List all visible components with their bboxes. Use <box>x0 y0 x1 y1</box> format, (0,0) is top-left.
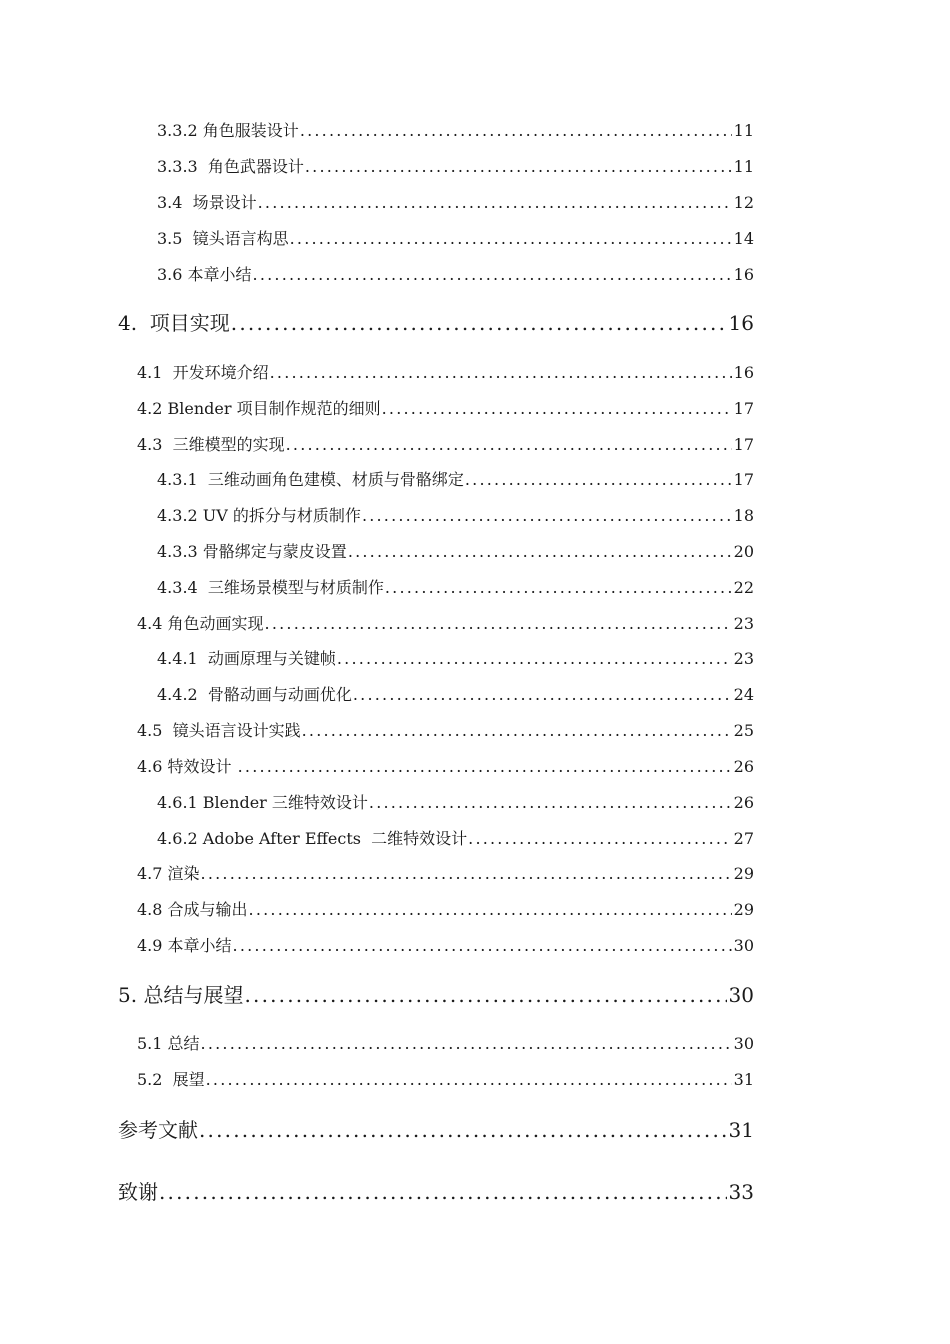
toc-entry-page: 17 <box>733 470 754 489</box>
toc-entry-title: 3.4 场景设计 <box>157 193 257 212</box>
toc-chapter-page: 33 <box>728 1180 754 1204</box>
toc-entry-title: 4.7 渲染 <box>137 864 200 883</box>
toc-entry-title: 4.4.1 动画原理与关键帧 <box>157 649 336 668</box>
toc-entry-page: 26 <box>733 793 754 812</box>
dot-leader <box>258 191 732 215</box>
toc-entry <box>137 934 754 958</box>
toc-entry <box>157 827 754 851</box>
toc-entry-page: 17 <box>733 435 754 454</box>
toc-entry-page: 14 <box>733 229 754 248</box>
dot-leader <box>465 468 732 492</box>
toc-entry-title: 4.6.2 Adobe After Effects 二维特效设计 <box>157 829 468 848</box>
toc-chapter <box>118 1116 754 1144</box>
toc-entry-page: 23 <box>733 649 754 668</box>
toc-entry-title: 4.3.1 三维动画角色建模、材质与骨骼绑定 <box>157 470 464 489</box>
toc-entry-page: 18 <box>733 506 754 525</box>
dot-leader <box>233 934 732 958</box>
dot-leader <box>302 719 732 743</box>
toc-entry <box>157 119 754 143</box>
toc-entry-title: 4.6.1 Blender 三维特效设计 <box>157 793 368 812</box>
dot-leader <box>206 1068 732 1092</box>
toc-entry <box>137 862 754 886</box>
toc-entry <box>157 191 754 215</box>
toc-entry-page: 16 <box>733 265 754 284</box>
dot-leader <box>468 827 731 851</box>
toc-entry-page: 12 <box>733 193 754 212</box>
dot-leader <box>249 898 732 922</box>
toc-entry-page: 11 <box>733 121 754 140</box>
toc-entry-title: 4.1 开发环境介绍 <box>137 363 269 382</box>
toc-chapter-page: 30 <box>728 983 754 1007</box>
toc-entry-page: 30 <box>733 1034 754 1053</box>
toc-entry-page: 23 <box>733 614 754 633</box>
toc-entry <box>157 263 754 287</box>
toc-entry-title: 4.9 本章小结 <box>137 936 232 955</box>
toc-entry-title: 4.5 镜头语言设计实践 <box>137 721 301 740</box>
toc-entry <box>157 155 754 179</box>
toc-chapter-title: 参考文献 <box>118 1118 198 1142</box>
toc-chapter-title: 5. 总结与展望 <box>118 983 244 1007</box>
toc-entry-title: 4.3 三维模型的实现 <box>137 435 285 454</box>
dot-leader <box>305 155 732 179</box>
dot-leader <box>348 540 732 564</box>
toc-entry-page: 22 <box>733 578 754 597</box>
toc-entry-title: 4.8 合成与输出 <box>137 900 248 919</box>
toc-entry-page: 16 <box>733 363 754 382</box>
toc-chapter-title: 致谢 <box>118 1180 158 1204</box>
toc-entry-title: 3.6 本章小结 <box>157 265 252 284</box>
toc-entry <box>137 433 754 457</box>
dot-leader <box>231 309 727 337</box>
toc-entry-title: 5.2 展望 <box>137 1070 205 1089</box>
toc-entry-page: 20 <box>733 542 754 561</box>
toc-entry-page: 27 <box>733 829 754 848</box>
toc-entry <box>157 647 754 671</box>
toc-entry <box>137 397 754 421</box>
toc-entry <box>137 1032 754 1056</box>
toc-entry-page: 26 <box>733 757 754 776</box>
toc-chapter <box>118 309 754 337</box>
toc-entry-title: 3.5 镜头语言构思 <box>157 229 289 248</box>
toc-chapter <box>118 981 754 1009</box>
dot-leader <box>159 1178 727 1206</box>
toc-entry <box>157 227 754 251</box>
dot-leader <box>369 791 732 815</box>
dot-leader <box>201 862 732 886</box>
toc-entry <box>157 576 754 600</box>
toc-chapter <box>118 1178 754 1206</box>
dot-leader <box>253 263 732 287</box>
toc-entry-title: 3.3.2 角色服装设计 <box>157 121 299 140</box>
toc-entry <box>157 791 754 815</box>
toc-chapter-page: 16 <box>728 311 754 335</box>
toc-entry <box>137 612 754 636</box>
toc-entry <box>157 468 754 492</box>
toc-entry-page: 29 <box>733 864 754 883</box>
dot-leader <box>244 981 726 1009</box>
dot-leader <box>290 227 732 251</box>
toc-entry-title: 3.3.3 角色武器设计 <box>157 157 304 176</box>
toc-entry-page: 30 <box>733 936 754 955</box>
dot-leader <box>300 119 732 143</box>
toc-entry-title: 4.3.2 UV 的拆分与材质制作 <box>157 506 361 525</box>
toc-entry <box>137 361 754 385</box>
toc-chapter-page: 31 <box>728 1118 754 1142</box>
toc-entry-title: 5.1 总结 <box>137 1034 200 1053</box>
toc-entry <box>157 504 754 528</box>
toc-entry-title: 4.3.4 三维场景模型与材质制作 <box>157 578 384 597</box>
dot-leader <box>286 433 732 457</box>
dot-leader <box>270 361 732 385</box>
dot-leader <box>382 397 732 421</box>
toc-entry-title: 4.4 角色动画实现 <box>137 614 264 633</box>
toc-entry <box>137 1068 754 1092</box>
toc-entry-page: 25 <box>733 721 754 740</box>
dot-leader <box>337 647 732 671</box>
toc-entry-page: 11 <box>733 157 754 176</box>
dot-leader <box>201 1032 732 1056</box>
toc-chapter-title: 4. 项目实现 <box>118 311 230 335</box>
toc-entry-page: 17 <box>733 399 754 418</box>
toc-entry <box>137 719 754 743</box>
dot-leader <box>353 683 732 707</box>
dot-leader <box>265 612 732 636</box>
toc-entry <box>137 898 754 922</box>
dot-leader <box>238 755 732 779</box>
toc-entry-page: 29 <box>733 900 754 919</box>
toc-entry <box>157 540 754 564</box>
dot-leader <box>199 1116 727 1144</box>
toc-entry-page: 31 <box>733 1070 754 1089</box>
toc-entry <box>157 683 754 707</box>
toc-entry-title: 4.2 Blender 项目制作规范的细则 <box>137 399 381 418</box>
dot-leader <box>362 504 732 528</box>
toc-entry-title: 4.4.2 骨骼动画与动画优化 <box>157 685 352 704</box>
toc-entry <box>137 755 754 779</box>
toc-entry-title: 4.6 特效设计 <box>137 757 237 776</box>
dot-leader <box>385 576 732 600</box>
toc-entry-page: 24 <box>733 685 754 704</box>
toc-entry-title: 4.3.3 骨骼绑定与蒙皮设置 <box>157 542 347 561</box>
